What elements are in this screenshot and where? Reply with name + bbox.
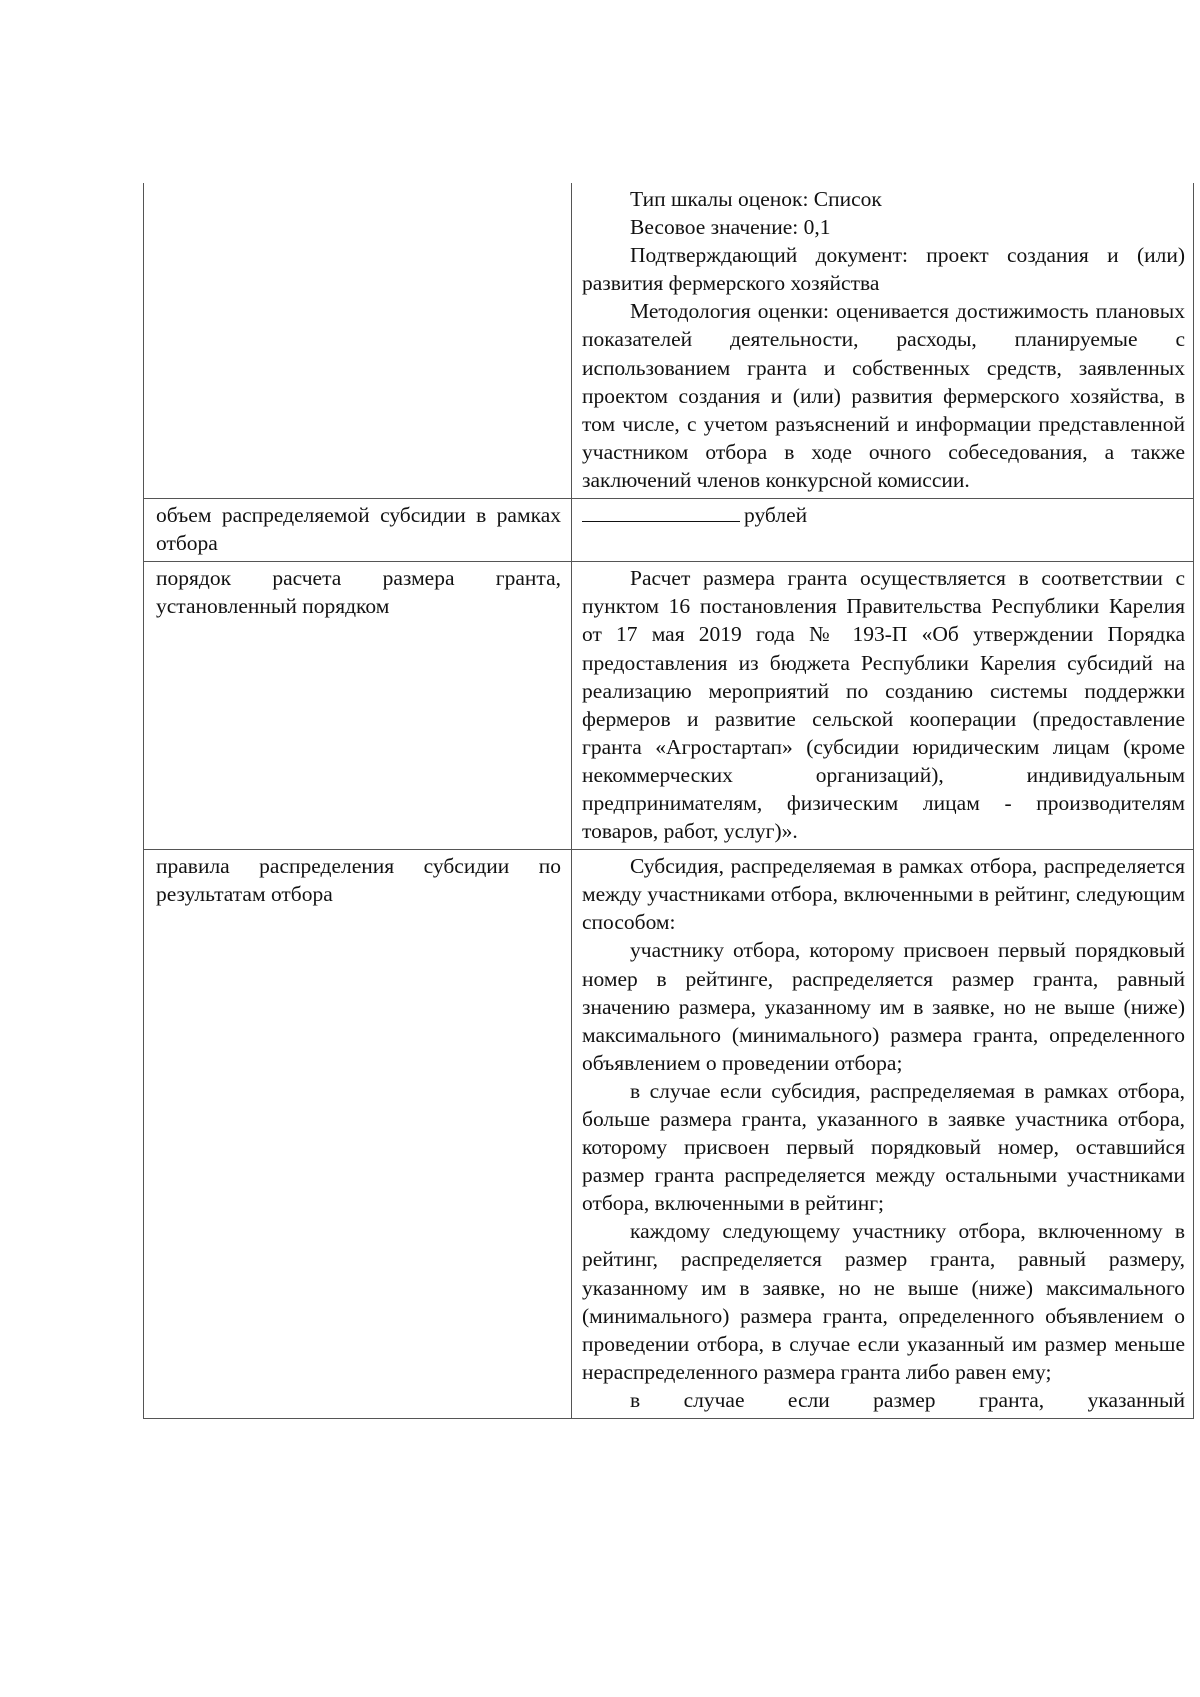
amount-blank-line bbox=[582, 501, 740, 522]
table-row bbox=[144, 850, 1194, 1419]
distribution-rules-label: правила распределения субсидии по результатам отбора bbox=[156, 854, 561, 907]
row-content-cell bbox=[572, 562, 1194, 850]
row-label-cell bbox=[144, 183, 572, 499]
row-label-cell bbox=[144, 850, 572, 1419]
amount-unit: рублей bbox=[744, 503, 808, 528]
row-content-cell bbox=[572, 183, 1194, 499]
subsidy-amount-line bbox=[582, 501, 1185, 529]
distribution-paragraph: в случае если размер гранта, указанный bbox=[630, 1387, 1185, 1412]
scale-type-paragraph: Тип шкалы оценок: Список bbox=[630, 187, 882, 211]
row-label-cell bbox=[144, 499, 572, 562]
grant-calculation-paragraph: Расчет размера гранта осуществляется в соответствии с пунктом 16 постановления Правительства Республики Карелия от 17 мая 2019 года № 193-П «Об утверждении Порядка предоставления из бюджета Республики Карелия субсидий на реализацию мероприятий по созданию системы поддержки фермеров и развитие сельской кооперации (предоставление гранта «Агростартап» (субсидии юридическим лицам (кроме некоммерческих организаций), индивидуальным предпринимателям, физическим лицам - производителям товаров, работ, услуг)». bbox=[582, 566, 1185, 844]
weight-paragraph: Весовое значение: 0,1 bbox=[630, 215, 831, 240]
row-label-cell bbox=[144, 562, 572, 850]
methodology-paragraph: Методология оценки: оценивается достижимость плановых показателей деятельности, расходы, планируемые с использованием гранта и собственных средств, заявленных проектом создания и (или) развития фермерского хозяйства, в том числе, с учетом разъяснений и информации представленной участником отбора в ходе очного собеседования, а также заключений членов конкурсной комиссии. bbox=[582, 299, 1185, 492]
distribution-paragraph: участнику отбора, которому присвоен первый порядковый номер в рейтинге, распределяется размер гранта, равный значению размера, указанному им в заявке, но не выше (ниже) максимального (минимального) размера гранта, определенного объявлением о проведении отбора; bbox=[582, 938, 1185, 1075]
table-row bbox=[144, 562, 1194, 850]
table-row bbox=[144, 183, 1194, 499]
distribution-paragraph: Субсидия, распределяемая в рамках отбора, распределяется между участниками отбора, включенными в рейтинг, следующим способом: bbox=[582, 854, 1185, 935]
supporting-document-paragraph: Подтверждающий документ: проект создания и (или) развития фермерского хозяйства bbox=[582, 243, 1185, 296]
distribution-paragraph: каждому следующему участнику отбора, включенному в рейтинг, распределяется размер гранта, равный размеру, указанному им в заявке, но не выше (ниже) максимального (минимального) размера гранта, определенного объявлением о проведении отбора, в случае если указанный им размер меньше нераспределенного размера гранта либо равен ему; bbox=[582, 1219, 1185, 1384]
subsidy-volume-label: объем распределяемой субсидии в рамках отбора bbox=[156, 503, 561, 556]
table-row bbox=[144, 499, 1194, 562]
row-content-cell bbox=[572, 850, 1194, 1419]
row-content-cell bbox=[572, 499, 1194, 562]
criteria-table bbox=[143, 183, 1194, 1419]
distribution-paragraph: в случае если субсидия, распределяемая в рамках отбора, больше размера гранта, указанного в заявке участника отбора, которому присвоен первый порядковый номер, оставшийся размер гранта распределяется между остальными участниками отбора, включенными в рейтинг; bbox=[582, 1078, 1185, 1216]
grant-calculation-label: порядок расчета размера гранта, установленный порядком bbox=[156, 566, 561, 619]
